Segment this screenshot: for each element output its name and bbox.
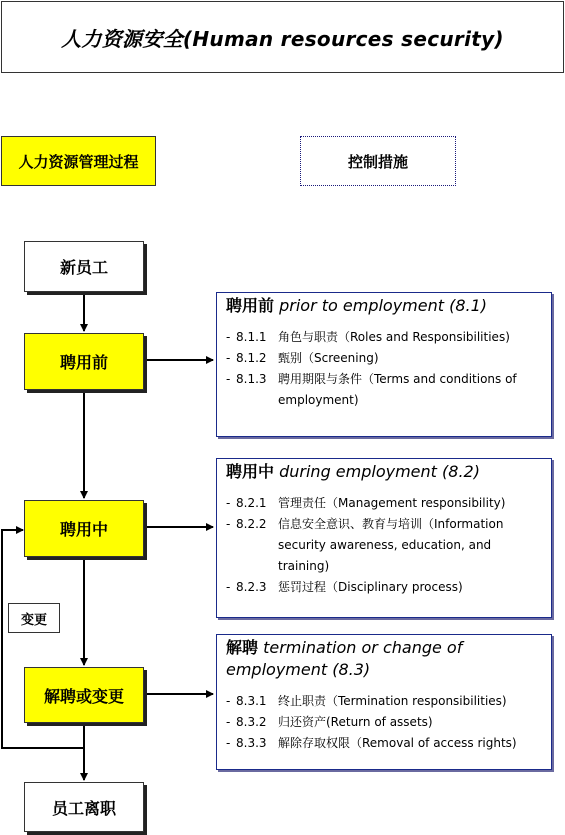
diagram-title: 人力资源安全(Human resources security) xyxy=(1,1,564,73)
control-text: 角色与职责（Roles and Responsibilities) xyxy=(278,330,510,344)
panel-heading-cn: 聘用中 xyxy=(226,462,275,481)
control-number: 8.1.2 xyxy=(236,351,267,365)
control-item: - 8.2.1 管理责任（Management responsibility) xyxy=(226,493,543,514)
control-number: 8.2.1 xyxy=(236,496,267,510)
panel-heading-cn: 解聘 xyxy=(226,638,259,657)
control-text: 解除存取权限（Removal of access rights) xyxy=(278,736,517,750)
panel-heading-en: termination or change of employment (8.3) xyxy=(226,638,463,679)
panel-heading xyxy=(226,461,543,483)
control-number: 8.3.1 xyxy=(236,694,267,708)
control-item: - 8.1.1 角色与职责（Roles and Responsibilities) xyxy=(226,327,543,348)
prior-employment-box: 聘用前 xyxy=(24,333,144,390)
control-number: 8.2.2 xyxy=(236,517,267,531)
panel-heading-cn: 聘用前 xyxy=(226,296,275,315)
control-number: 8.3.3 xyxy=(236,736,267,750)
control-number: 8.1.1 xyxy=(236,330,267,344)
panel-termination xyxy=(216,634,552,770)
panel-heading-en: prior to employment (8.1) xyxy=(274,296,488,315)
control-item: - 8.3.2 归还资产(Return of assets) xyxy=(226,712,543,733)
control-item: - 8.2.2 信息安全意识、教育与培训（Information security awareness, education, and training) xyxy=(226,514,543,577)
panel-prior-employment xyxy=(216,292,552,437)
control-text: 信息安全意识、教育与培训（Information security awareness, education, and training) xyxy=(278,517,504,573)
panel-heading xyxy=(226,637,543,681)
control-text: 管理责任（Management responsibility) xyxy=(278,496,506,510)
control-text: 归还资产(Return of assets) xyxy=(278,715,433,729)
termination-box: 解聘或变更 xyxy=(24,667,144,723)
control-text: 惩罚过程（Disciplinary process) xyxy=(278,580,463,594)
control-item: - 8.2.3 惩罚过程（Disciplinary process) xyxy=(226,577,543,598)
employee-leave-box: 员工离职 xyxy=(24,782,144,832)
control-item: - 8.1.2 甄别（Screening) xyxy=(226,348,543,369)
during-employment-box: 聘用中 xyxy=(24,500,144,557)
control-text: 终止职责（Termination responsibilities) xyxy=(278,694,507,708)
change-label-box: 变更 xyxy=(8,603,60,633)
control-text: 聘用期限与条件（Terms and conditions of employment) xyxy=(278,372,517,407)
panel-during-employment xyxy=(216,458,552,618)
panel-heading xyxy=(226,295,543,317)
control-number: 8.3.2 xyxy=(236,715,267,729)
control-item: - 8.3.3 解除存取权限（Removal of access rights) xyxy=(226,733,543,754)
control-item: - 8.3.1 终止职责（Termination responsibilities) xyxy=(226,691,543,712)
legend-control-box: 控制措施 xyxy=(300,136,456,186)
new-employee-box: 新员工 xyxy=(24,241,144,292)
legend-process-box: 人力资源管理过程 xyxy=(1,136,156,186)
control-number: 8.2.3 xyxy=(236,580,267,594)
control-number: 8.1.3 xyxy=(236,372,267,386)
panel-heading-en: during employment (8.2) xyxy=(274,462,480,481)
control-item: - 8.1.3 聘用期限与条件（Terms and conditions of employment) xyxy=(226,369,543,411)
control-text: 甄别（Screening) xyxy=(278,351,379,365)
